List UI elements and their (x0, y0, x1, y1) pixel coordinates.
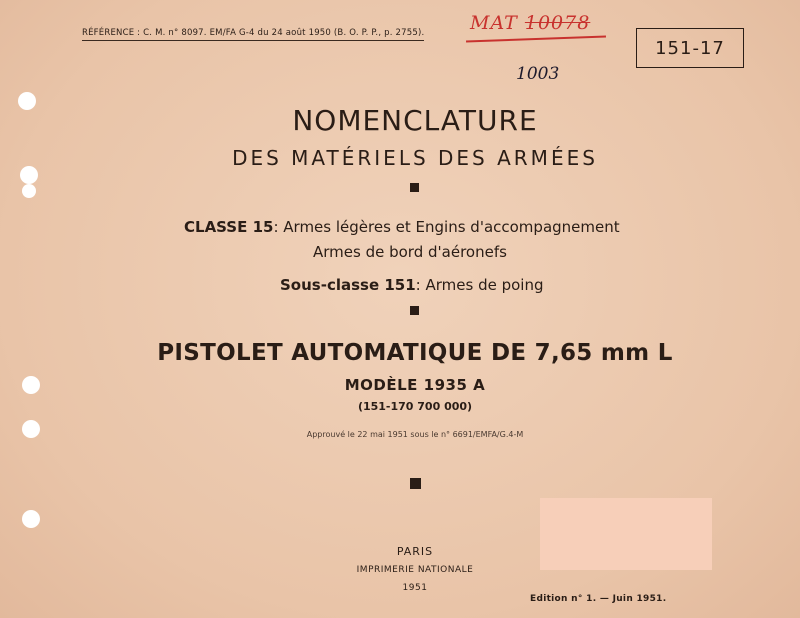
redacted-area (540, 498, 712, 570)
classe-line-2: Armes de bord d'aéronefs (313, 243, 507, 261)
footer-city: PARIS (396, 545, 434, 558)
handwritten-underline (466, 36, 606, 43)
sousclasse-line (280, 276, 544, 294)
separator-square (410, 478, 421, 489)
footer-year: 1951 (402, 583, 428, 593)
punch-hole (22, 184, 36, 198)
handwritten-mat-annotation (470, 12, 590, 34)
separator-square (410, 306, 419, 315)
handwritten-number: 1003 (516, 64, 560, 84)
item-code: (151-170 700 000) (357, 400, 473, 413)
classe-text: : Armes légères et Engins d'accompagnement (273, 218, 620, 236)
edition-note: Edition n° 1. — Juin 1951. (530, 594, 667, 604)
approval-note: Approuvé le 22 mai 1951 sous le n° 6691/EMFA/G.4-M (306, 430, 524, 439)
item-name: PISTOLET AUTOMATIQUE DE 7,65 mm L (157, 340, 673, 366)
classe-label: CLASSE 15 (184, 218, 274, 236)
handwritten-mat-prefix: MAT (470, 12, 518, 34)
page-subtitle: DES MATÉRIELS DES ARMÉES (232, 146, 598, 170)
handwritten-mat-struck-number: 10078 (524, 12, 591, 34)
sousclasse-text: : Armes de poing (415, 276, 544, 294)
sousclasse-label: Sous-classe 151 (280, 276, 416, 294)
page-title: NOMENCLATURE (292, 104, 538, 137)
separator-square (410, 183, 419, 192)
punch-hole (22, 510, 40, 528)
reference-line: RÉFÉRENCE : C. M. n° 8097. EM/FA G-4 du 24 août 1950 (B. O. P. P., p. 2755). (82, 28, 424, 41)
item-model: MODÈLE 1935 A (344, 376, 486, 394)
classe-line (184, 218, 620, 236)
footer-printer: IMPRIMERIE NATIONALE (356, 565, 474, 575)
reference-box: 151-17 (636, 28, 744, 68)
